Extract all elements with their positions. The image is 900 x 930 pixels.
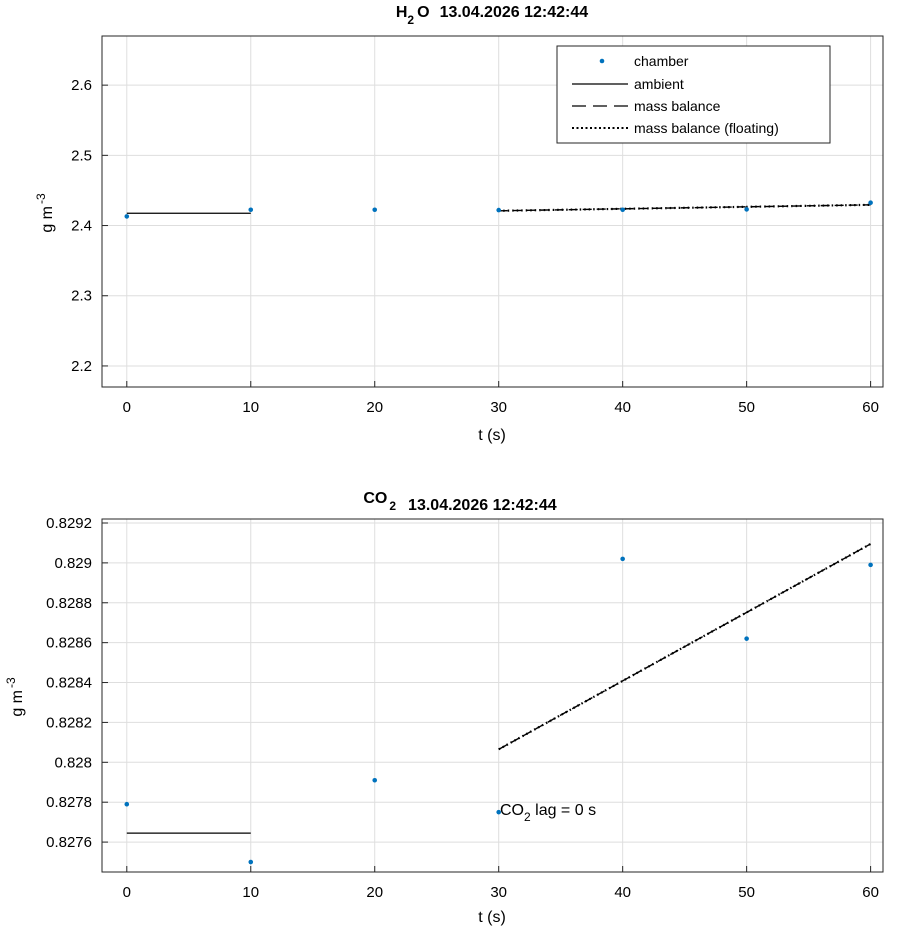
point-chamber [744, 636, 749, 641]
y-tick-label: 0.8288 [46, 594, 92, 612]
point-chamber [372, 207, 377, 212]
series-line-mass-balance-floating [499, 544, 871, 749]
chart-co2-x-axis-label: t (s) [478, 909, 506, 926]
y-tick-label: 0.8276 [46, 834, 92, 852]
point-chamber [620, 207, 625, 212]
y-tick-label: 0.8278 [46, 794, 92, 812]
chart-h2o-title-species-subscript: 2 [407, 13, 415, 27]
x-tick-label: 20 [366, 399, 384, 416]
x-tick-label: 10 [242, 399, 260, 416]
chart-h2o-x-axis-label: t (s) [478, 427, 506, 444]
y-tick-label: 2.4 [71, 217, 92, 235]
chart-co2-y-axis-label [4, 677, 26, 717]
x-tick-label: 10 [242, 884, 260, 901]
chart-co2-y-axis-label-main: g m [9, 690, 26, 717]
x-tick-label: 50 [738, 399, 755, 416]
chart-co2 [4, 490, 883, 926]
chart-h2o [34, 4, 883, 444]
chart-h2o-title [396, 4, 588, 27]
x-tick-label: 60 [862, 884, 879, 901]
y-tick-label: 2.6 [71, 77, 92, 95]
legend-chamber-label: chamber [634, 53, 689, 69]
y-tick-label: 0.829 [54, 554, 92, 572]
x-tick-label: 40 [614, 884, 632, 901]
y-tick-label: 2.2 [71, 357, 92, 375]
point-chamber [868, 563, 873, 568]
chart-co2-lag-annotation-text: lag = 0 s [530, 802, 597, 819]
y-tick-label: 0.828 [54, 754, 92, 772]
chart-co2-title-species: CO [363, 490, 388, 507]
legend-mass-balance-label: mass balance [634, 98, 721, 114]
legend-mass-balance-floating-label: mass balance (floating) [634, 120, 779, 136]
chart-co2-title [363, 490, 556, 514]
chart-co2-title-species-subscript: 2 [389, 499, 397, 513]
chart-h2o-title-species: H [395, 4, 408, 21]
point-chamber [124, 214, 129, 219]
chart-co2-plot-area [102, 519, 883, 872]
y-tick-label: 0.8282 [46, 714, 92, 732]
point-chamber [248, 207, 253, 212]
x-tick-label: 30 [490, 884, 508, 901]
chart-h2o-y-axis-label-superscript: -3 [34, 193, 48, 204]
x-tick-label: 0 [122, 884, 131, 901]
chart-h2o-y-axis-label [34, 193, 56, 233]
chart-h2o-title-timestamp: 13.04.2026 12:42:44 [439, 4, 589, 21]
chart-h2o-title-species-tail: O [417, 4, 430, 21]
chart-co2-title-timestamp: 13.04.2026 12:42:44 [408, 497, 557, 514]
legend-ambient-label: ambient [634, 76, 684, 92]
chart-h2o-legend [557, 46, 830, 143]
point-chamber [248, 860, 253, 865]
x-tick-label: 40 [614, 399, 632, 416]
point-chamber [124, 802, 129, 807]
x-tick-label: 30 [490, 399, 508, 416]
series-line-mass-balance-floating [499, 205, 871, 211]
y-tick-label: 0.8292 [46, 514, 92, 532]
chart-co2-lag-annotation [500, 802, 596, 824]
x-tick-label: 0 [122, 399, 131, 416]
chart-co2-y-axis-label-superscript: -3 [4, 677, 18, 688]
point-chamber [744, 207, 749, 212]
chart-co2-lag-annotation-species: CO [500, 802, 524, 819]
point-chamber [372, 778, 377, 783]
chart-h2o-y-axis-label-main: g m [39, 206, 56, 233]
y-tick-label: 2.3 [71, 287, 92, 305]
legend-chamber-marker [600, 59, 605, 64]
point-chamber [496, 208, 501, 213]
chart-co2-ticks [46, 515, 879, 901]
y-tick-label: 2.5 [71, 147, 92, 165]
x-tick-label: 20 [366, 884, 384, 901]
chart-co2-lag-annotation-subscript: 2 [524, 810, 531, 824]
point-chamber [620, 557, 625, 562]
chart-co2-grid [102, 519, 883, 872]
y-tick-label: 0.8284 [46, 674, 92, 692]
y-tick-label: 0.8286 [46, 634, 92, 652]
point-chamber [868, 200, 873, 205]
x-tick-label: 60 [862, 399, 879, 416]
x-tick-label: 50 [738, 884, 755, 901]
